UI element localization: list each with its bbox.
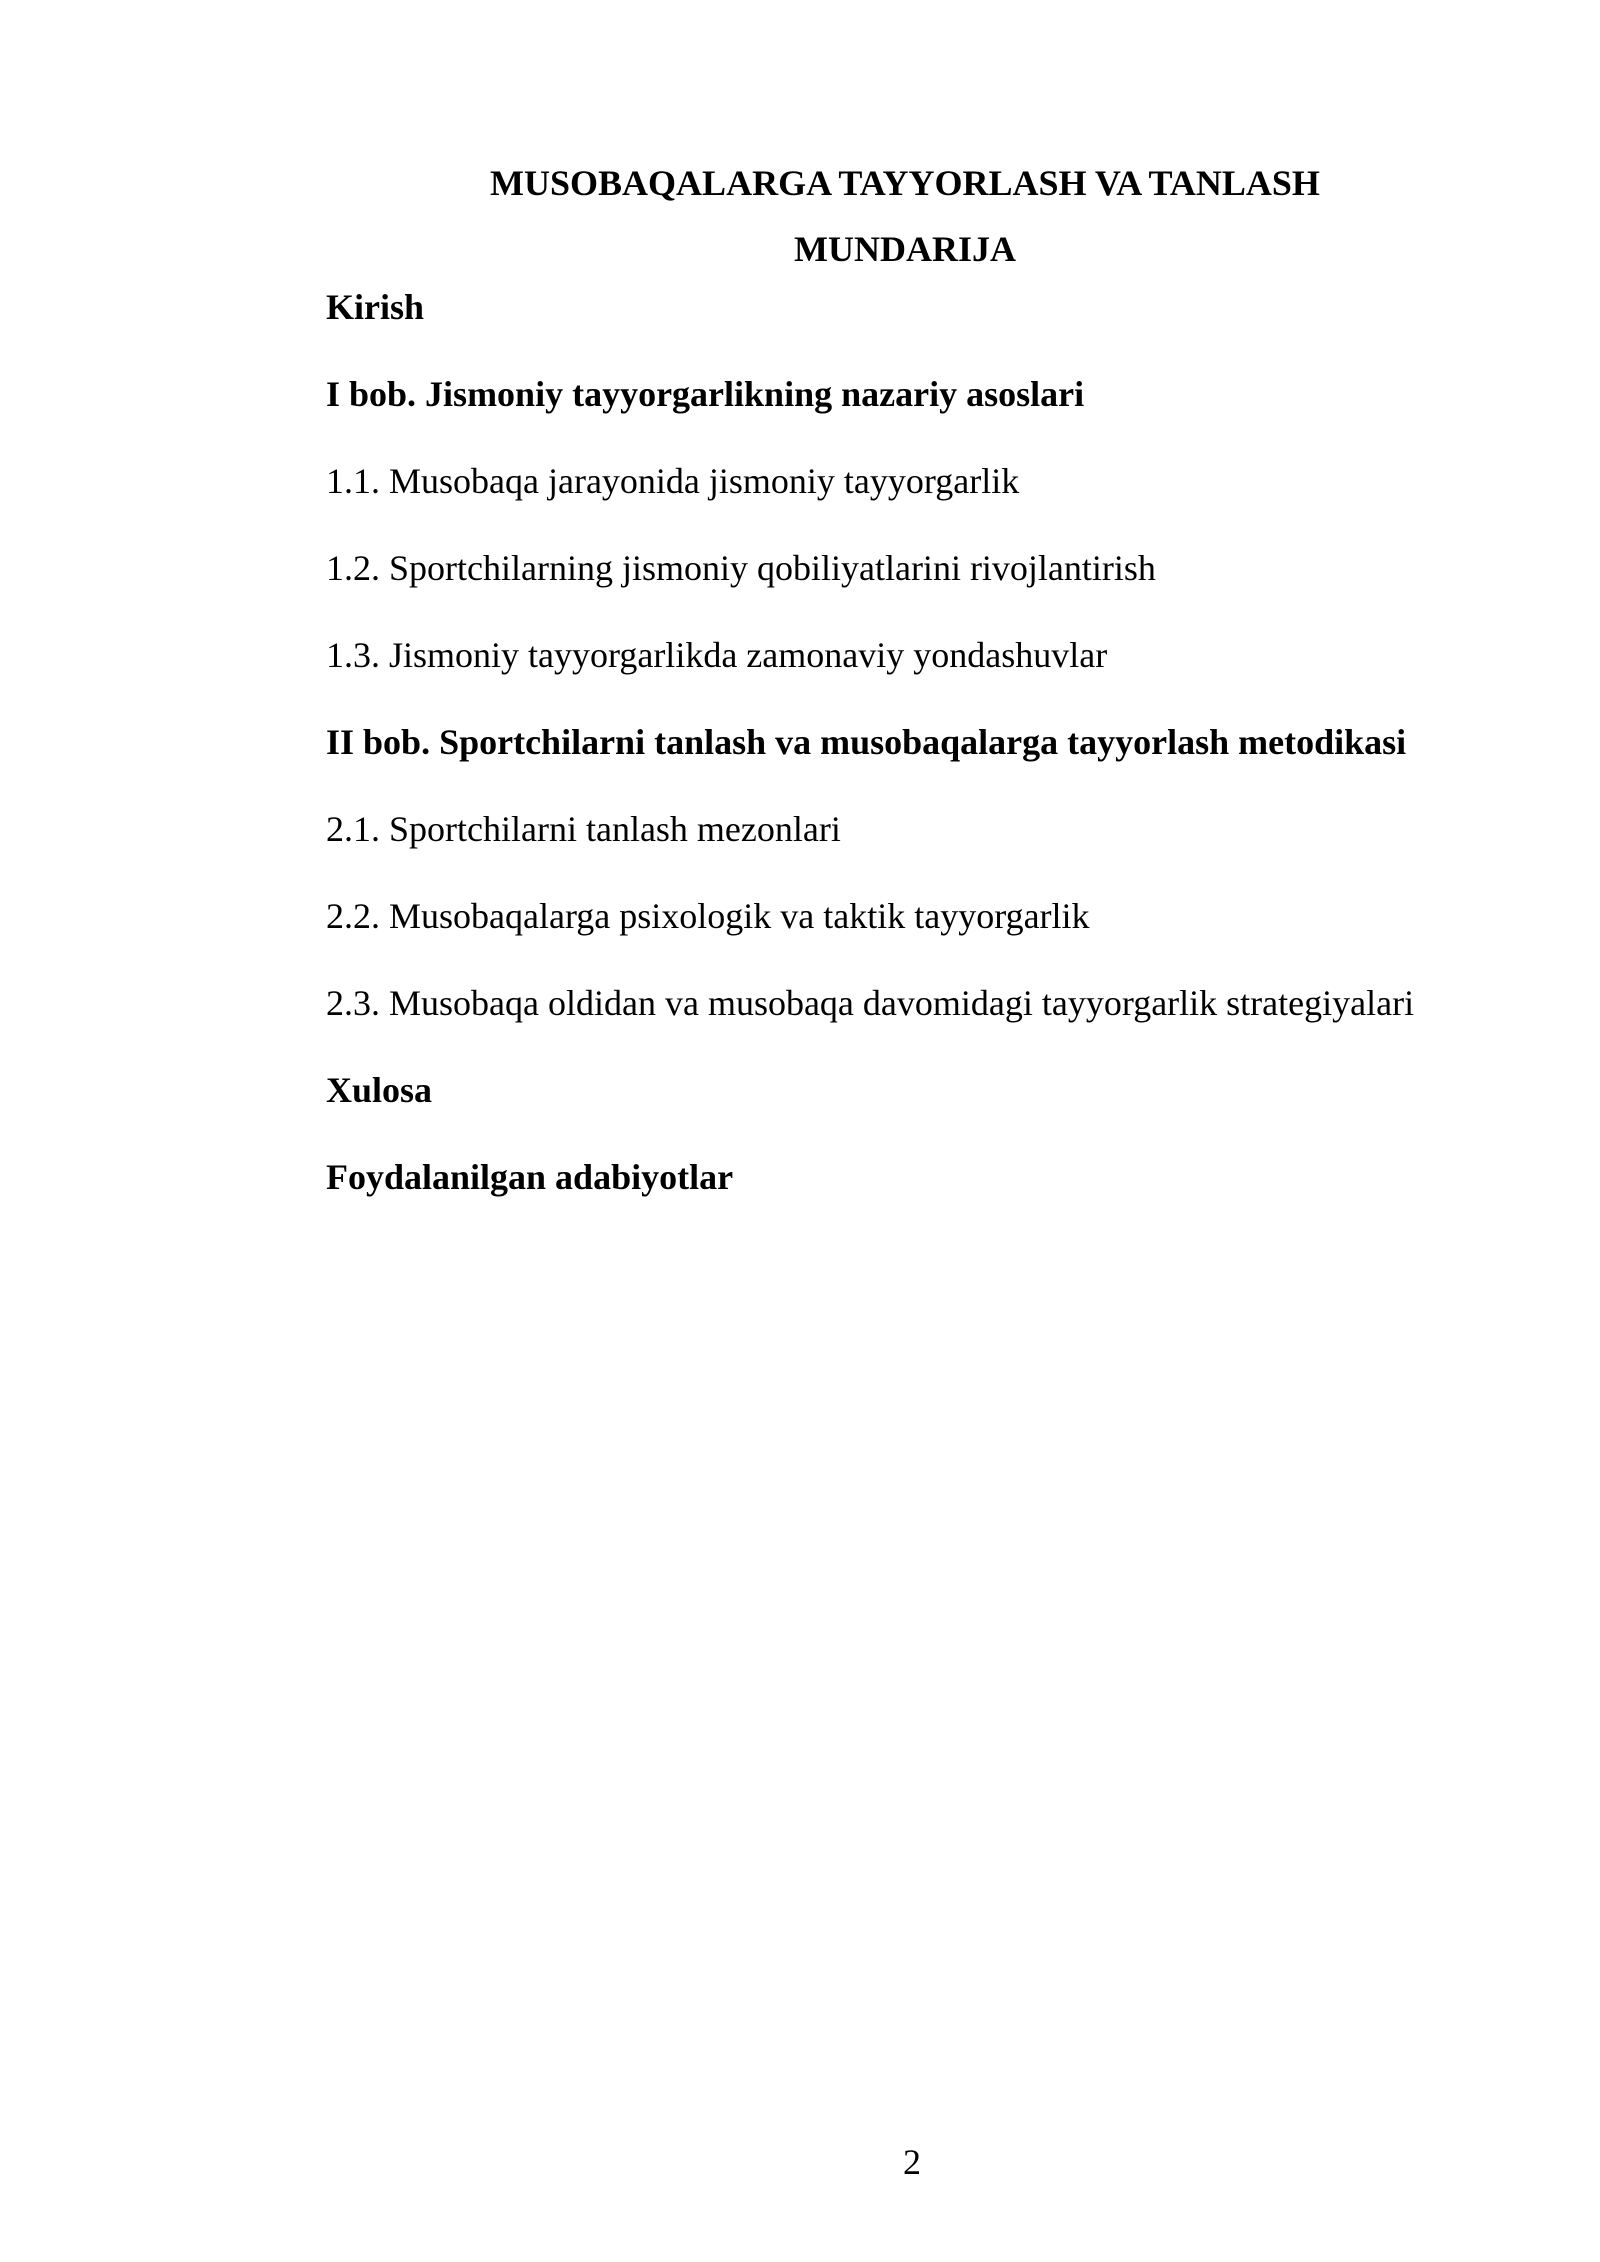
title-main: MUSOBAQALARGA TAYYORLASH VA TANLASH bbox=[490, 163, 1320, 203]
toc-entry-chapter-1: I bob. Jismoniy tayyorgarlikning nazariy asoslari bbox=[326, 374, 1085, 414]
toc-entry-section-2-1: 2.1. Sportchilarni tanlash mezonlari bbox=[326, 809, 841, 849]
toc-entry-section-1-3: 1.3. Jismoniy tayyorgarlikda zamonaviy yondashuvlar bbox=[326, 635, 1108, 675]
toc-entry-section-2-2: 2.2. Musobaqalarga psixologik va taktik tayyorgarlik bbox=[326, 896, 1090, 936]
toc-entry-conclusion: Xulosa bbox=[326, 1070, 433, 1110]
toc-entry-references: Foydalanilgan adabiyotlar bbox=[326, 1157, 734, 1197]
title-toc-heading: MUNDARIJA bbox=[794, 229, 1016, 269]
toc-entry-section-2-3: 2.3. Musobaqa oldidan va musobaqa davomidagi tayyorgarlik strategiyalari bbox=[326, 983, 1415, 1023]
toc-entry-section-1-1: 1.1. Musobaqa jarayonida jismoniy tayyorgarlik bbox=[326, 461, 1020, 501]
table-of-contents bbox=[326, 277, 1526, 1234]
page-number: 2 bbox=[903, 2142, 921, 2182]
toc-entry-introduction: Kirish bbox=[326, 287, 425, 327]
toc-entry-section-1-2: 1.2. Sportchilarning jismoniy qobiliyatlarini rivojlantirish bbox=[326, 548, 1156, 588]
toc-entry-chapter-2: II bob. Sportchilarni tanlash va musobaqalarga tayyorlash metodikasi bbox=[326, 722, 1407, 762]
document-title bbox=[326, 150, 1484, 282]
